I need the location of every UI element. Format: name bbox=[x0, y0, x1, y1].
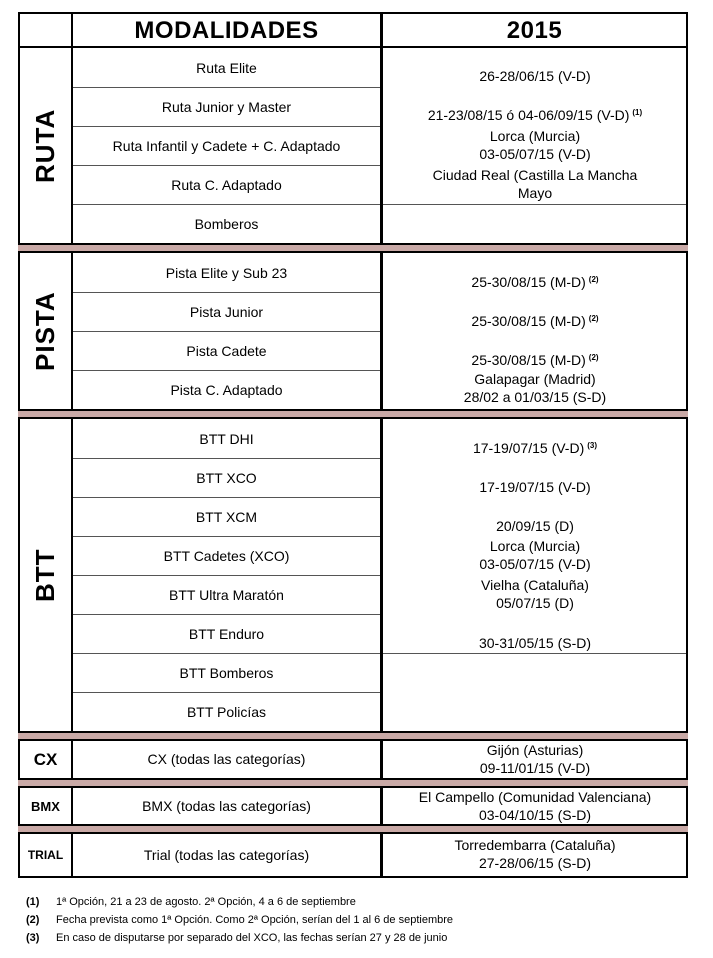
row-name: BTT Enduro bbox=[188, 625, 265, 642]
row-date: 26-28/06/15 (V-D) bbox=[479, 68, 591, 84]
row-date: 17-19/07/15 (V-D) bbox=[479, 479, 591, 495]
section-ruta-label: RUTA bbox=[30, 108, 60, 183]
section-cx-label: CX bbox=[33, 750, 58, 769]
section-separator bbox=[18, 778, 688, 788]
footnote: (3) En caso de disputarse por separado del XCO, las fechas serían 27 y 28 de junio bbox=[26, 932, 448, 944]
row-place: Gijón (Asturias) bbox=[486, 742, 584, 758]
row-name: Pista Junior bbox=[189, 303, 264, 320]
row-place: Lorca (Murcia) bbox=[489, 538, 581, 554]
row-name: Bomberos bbox=[194, 215, 259, 232]
row-name: Pista Cadete bbox=[186, 342, 267, 359]
row-place: Galapagar (Madrid) bbox=[474, 371, 596, 387]
row-date: 25-30/08/15 (M-D) $^{(2)}$ bbox=[471, 352, 599, 368]
row-name: BMX (todas las categorías) bbox=[142, 797, 311, 814]
footnote-ref: (3) bbox=[587, 441, 598, 450]
row-name: BTT Policías bbox=[186, 703, 267, 720]
header-year: 2015 bbox=[506, 16, 563, 44]
footnote-ref: (2) bbox=[588, 353, 599, 362]
row-name: Ruta Junior y Master bbox=[161, 98, 292, 115]
row-date: 09-11/01/15 (V-D) bbox=[479, 760, 591, 776]
section-btt-label: BTT bbox=[30, 548, 60, 602]
row-date: 20/09/15 (D) bbox=[496, 518, 574, 534]
row-date: 27-28/06/15 (S-D) bbox=[478, 855, 592, 871]
footnote-ref: (1) bbox=[632, 108, 643, 117]
header-bottom-border bbox=[18, 46, 688, 48]
row-name: Ruta Elite bbox=[196, 59, 257, 76]
row-place: Lorca (Murcia) bbox=[489, 128, 581, 144]
row-date: 30-31/05/15 (S-D) bbox=[478, 635, 592, 651]
row-name: Trial (todas las categorías) bbox=[143, 846, 310, 863]
section-separator bbox=[18, 731, 688, 741]
row-date: 03-04/10/15 (S-D) bbox=[478, 807, 592, 823]
section-trial-label: TRIAL bbox=[27, 847, 64, 862]
section-bmx-label: BMX bbox=[31, 798, 60, 814]
row-place: Torredembarra (Cataluña) bbox=[454, 837, 616, 853]
section-separator bbox=[18, 243, 688, 253]
row-name: BTT Cadetes (XCO) bbox=[163, 547, 290, 564]
row-place: El Campello (Comunidad Valenciana) bbox=[418, 789, 652, 805]
row-date: Mayo bbox=[517, 185, 553, 201]
row-date: 17-19/07/15 (V-D) $^{(3)}$ bbox=[472, 440, 598, 456]
row-date: 28/02 a 01/03/15 (S-D) bbox=[463, 389, 607, 405]
row-date: 21-23/08/15 ó 04-06/09/15 (V-D) $^{(1)}$ bbox=[427, 107, 643, 123]
header-modalidades: MODALIDADES bbox=[134, 16, 319, 44]
row-date: 25-30/08/15 (M-D) $^{(2)}$ bbox=[471, 313, 599, 329]
row-name: BTT XCO bbox=[196, 469, 257, 486]
row-name: Ruta C. Adaptado bbox=[171, 176, 282, 193]
section-separator bbox=[18, 409, 688, 419]
row-date: 25-30/08/15 (M-D) $^{(2)}$ bbox=[471, 274, 599, 290]
row-name: BTT Ultra Maratón bbox=[169, 586, 284, 603]
calendar-table bbox=[18, 12, 688, 878]
row-name: BTT DHI bbox=[199, 430, 254, 447]
row-name: BTT XCM bbox=[195, 508, 258, 525]
row-date: 03-05/07/15 (V-D) bbox=[479, 146, 591, 162]
section-pista-label: PISTA bbox=[30, 291, 60, 371]
footnote-ref: (2) bbox=[588, 314, 599, 323]
table-bottom-border bbox=[18, 876, 688, 878]
row-name: Pista C. Adaptado bbox=[170, 381, 283, 398]
row-date: 05/07/15 (D) bbox=[496, 595, 574, 611]
row-date: 03-05/07/15 (V-D) bbox=[479, 556, 591, 572]
row-place: Vielha (Cataluña) bbox=[481, 577, 589, 593]
row-place: Ciudad Real (Castilla La Mancha bbox=[432, 167, 638, 183]
footnote-ref: (2) bbox=[588, 275, 599, 284]
row-name: BTT Bomberos bbox=[179, 664, 274, 681]
footnote: (2) Fecha prevista como 1ª Opción. Como 2ª Opción, serían del 1 al 6 de septiembre bbox=[26, 914, 454, 926]
row-name: Pista Elite y Sub 23 bbox=[165, 264, 288, 281]
footnote: (1) 1ª Opción, 21 a 23 de agosto. 2ª Opción, 4 a 6 de septiembre bbox=[26, 896, 356, 908]
row-name: Ruta Infantil y Cadete + C. Adaptado bbox=[112, 137, 341, 154]
footnotes bbox=[26, 893, 453, 947]
section-separator bbox=[18, 824, 688, 834]
row-name: CX (todas las categorías) bbox=[147, 751, 306, 767]
